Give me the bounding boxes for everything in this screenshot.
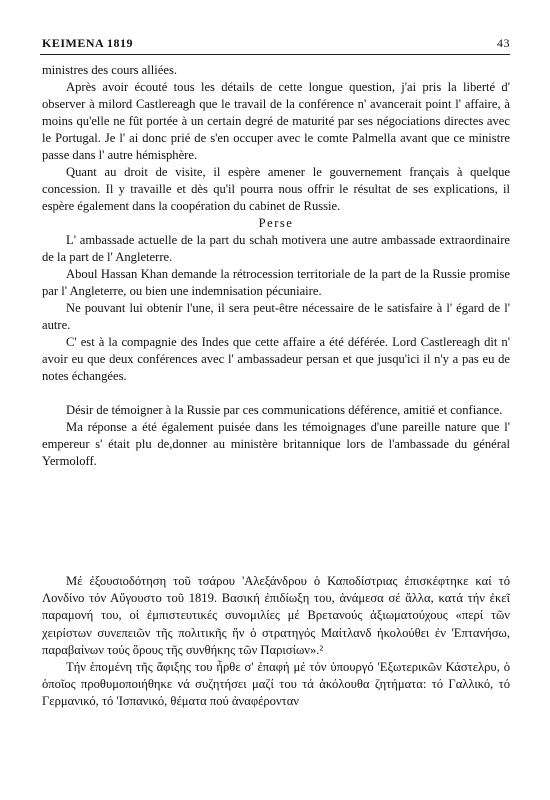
greek-paragraph-2: Τήν ἑπομένη τῆς ἄφιξης του ἦρθε σ' ἐπαφή μέ τόν ὑπουργό 'Εξωτερικῶν Κάστελρυ, ὁ ὁποῖος προθυμοποιήθηκε νά συζητήσει μαζί του τά ἀκόλουθα ζητήματα: τό Γαλλικό, τό Γερμανικό, τό 'Ισπανικό, θέματα πού ἀναφέρονταν: [42, 660, 510, 709]
paragraph-ambassade: L' ambassade actuelle de la part du schah motivera une autre ambassade extraordinaire de la part de l' Angleterre.: [42, 233, 510, 264]
paragraph-castlereagh-portugal: Après avoir écouté tous les détails de cette longue question, j'ai pris la liberté d' observer à milord Castlereagh que le travail de la conférence n' avancerait point l' affaire, à moins qu'elle ne fût portée à un certain degré de maturité par ses négociations directes avec le Portugal. Je l' ai donc prié de s'en occuper avec le comte Palmella avant que ce ministre passe dans l' autre hémisphère.: [42, 80, 510, 162]
section-heading-perse: Perse: [258, 216, 294, 230]
header-rule: [40, 54, 510, 55]
page-number: 43: [497, 36, 510, 50]
greek-commentary: [42, 573, 510, 711]
french-letter-body: [42, 62, 510, 470]
paragraph-satisfaire: Ne pouvant lui obtenir l'une, il sera peut-être nécessaire de le satisfaire à l' égard de l' autre.: [42, 301, 510, 332]
paragraph-gap: [42, 385, 510, 402]
running-title: KEIMENA 1819: [42, 36, 134, 50]
greek-paragraph-1: Μέ ἐξουσιοδότηση τοῦ τσάρου 'Αλεξάνδρου ὁ Καποδίστριας ἐπισκέφτηκε καί τό Λονδίνο τόν Αὔγουστο τοῦ 1819. Βασική ἐπιδίωξη του, ἀνάμεσα σέ ἄλλα, κατά τήν ἐκεῖ παραμονή του, οἱ ἐμπιστευτικές συνομιλίες μέ Βρετανούς ἀξιωματούχους «περί τῶν χειρίστων συνεπειῶν τῆς πολιτικῆς ἥν ὁ στρατηγός Μαίτλανδ ἠκολούθει ἐν 'Επτανήσω, παραβαίνων τούς ὅρους τῆς συνθήκης τῶν Παρισίων».²: [42, 574, 510, 657]
paragraph-compagnie-des-indes: C' est à la compagnie des Indes que cette affaire a été déférée. Lord Castlereagh dit n' avoir eu que deux conférences avec l' ambassadeur persan et que jusqu'ici il n'y a pas eu de notes échangées.: [42, 335, 510, 383]
paragraph-reponse: Ma réponse a été également puisée dans les témoignages d'une pareille nature que l' empereur s' était plu de,donner au ministère britannique lors de l'ambassade du général Yermoloff.: [42, 420, 510, 468]
paragraph-droit-de-visite: Quant au droit de visite, il espère amener le gouvernement français à quelque concession. Il y travaille et dès qu'il pourra nous offrir le résultat de ses explications, il espère également dans la coopération du cabinet de Russie.: [42, 165, 510, 213]
paragraph-continuation: ministres des cours alliées.: [42, 63, 178, 77]
running-header: [42, 36, 510, 56]
paragraph-aboul-hassan: Aboul Hassan Khan demande la rétrocession territoriale de la part de la Russie promise par l' Angleterre, ou bien une indemnisation pécuniaire.: [42, 267, 510, 298]
paragraph-desir: Désir de témoigner à la Russie par ces communications déférence, amitié et confiance.: [66, 403, 503, 417]
